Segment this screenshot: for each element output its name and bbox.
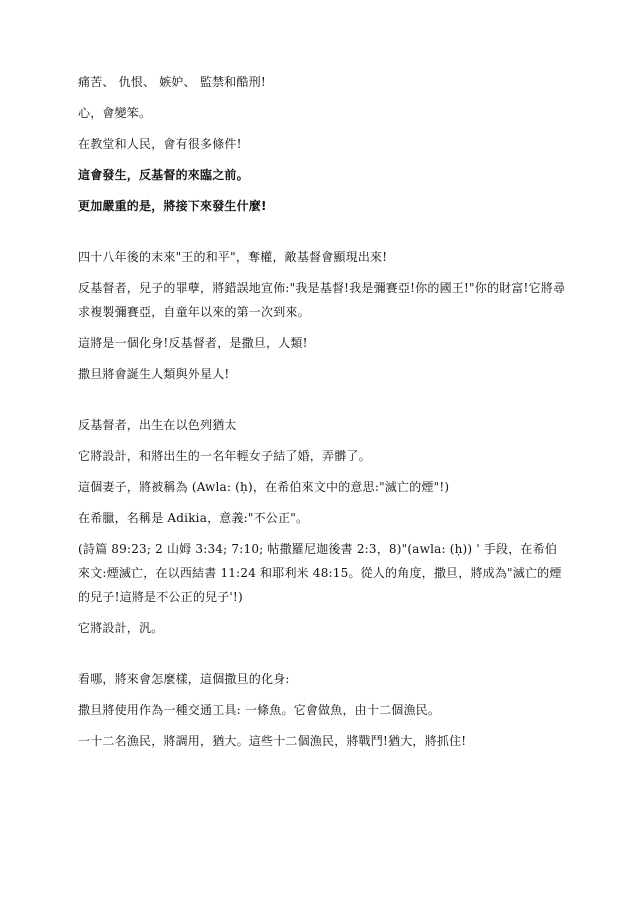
paragraph: 撒旦將使用作為一種交通工具: 一條魚。它會做魚，由十二個漁民。 [78, 703, 441, 717]
paragraph-spacer [78, 647, 568, 667]
paragraph: 反基督者，兒子的罪孽，將錯誤地宣佈:"我是基督!我是彌賽亞!你的國王!"你的財富!它將尋求複製彌賽亞，自童年以來的第一次到來。 [78, 281, 566, 319]
paragraph: 在教堂和人民，會有很多條件! [78, 137, 242, 151]
paragraph: 一十二名漁民，將調用，猶大。這些十二個漁民，將戰鬥!猶大，將抓住! [78, 734, 467, 748]
paragraph: 四十八年後的末來"王的和平"，奪權，敵基督會顯現出來! [78, 250, 388, 264]
paragraph: 反基督者，出生在以色列猶太 [78, 418, 237, 432]
bold-paragraph: 更加嚴重的是，將接下來發生什麼! [78, 199, 267, 213]
document-page [78, 70, 568, 760]
paragraph: 心，會變笨。 [78, 106, 152, 120]
paragraph: 看哪，將來會怎麼樣，這個撒旦的化身: [78, 672, 290, 686]
paragraph: (詩篇 89:23; 2 山姆 3:34; 7:10; 帖撒羅尼迦後書 2:3，8)"(awla: (ḥ)) ' 手段，在希伯來文:煙滅亡，在以西結書 11:24 和耶利米 48:15。從人的角度，撒旦，將成為"滅亡的煙的兒子!這將是不公正的兒子'!) [78, 542, 562, 604]
paragraph: 這將是一個化身!反基督者，是撒旦，人類! [78, 336, 308, 350]
paragraph-spacer [78, 393, 568, 413]
paragraph: 它將設計，汎。 [78, 621, 164, 635]
paragraph-spacer [78, 225, 568, 245]
paragraph: 它將設計，和將出生的一名年輕女子結了婚，弄髒了。 [78, 449, 371, 463]
paragraph: 在希臘，名稱是 Adikia，意義:"不公正"。 [78, 511, 309, 525]
paragraph: 撒旦將會誕生人類與外星人! [78, 367, 230, 381]
bold-paragraph: 這會發生，反基督的來臨之前。 [78, 168, 249, 182]
paragraph: 痛苦、 仇恨、 嫉妒、 監禁和酷刑! [78, 75, 266, 89]
paragraph: 這個妻子，將被稱為 (Awla: (ḥ)，在希伯來文中的意思:"滅亡的煙"!) [78, 480, 450, 494]
